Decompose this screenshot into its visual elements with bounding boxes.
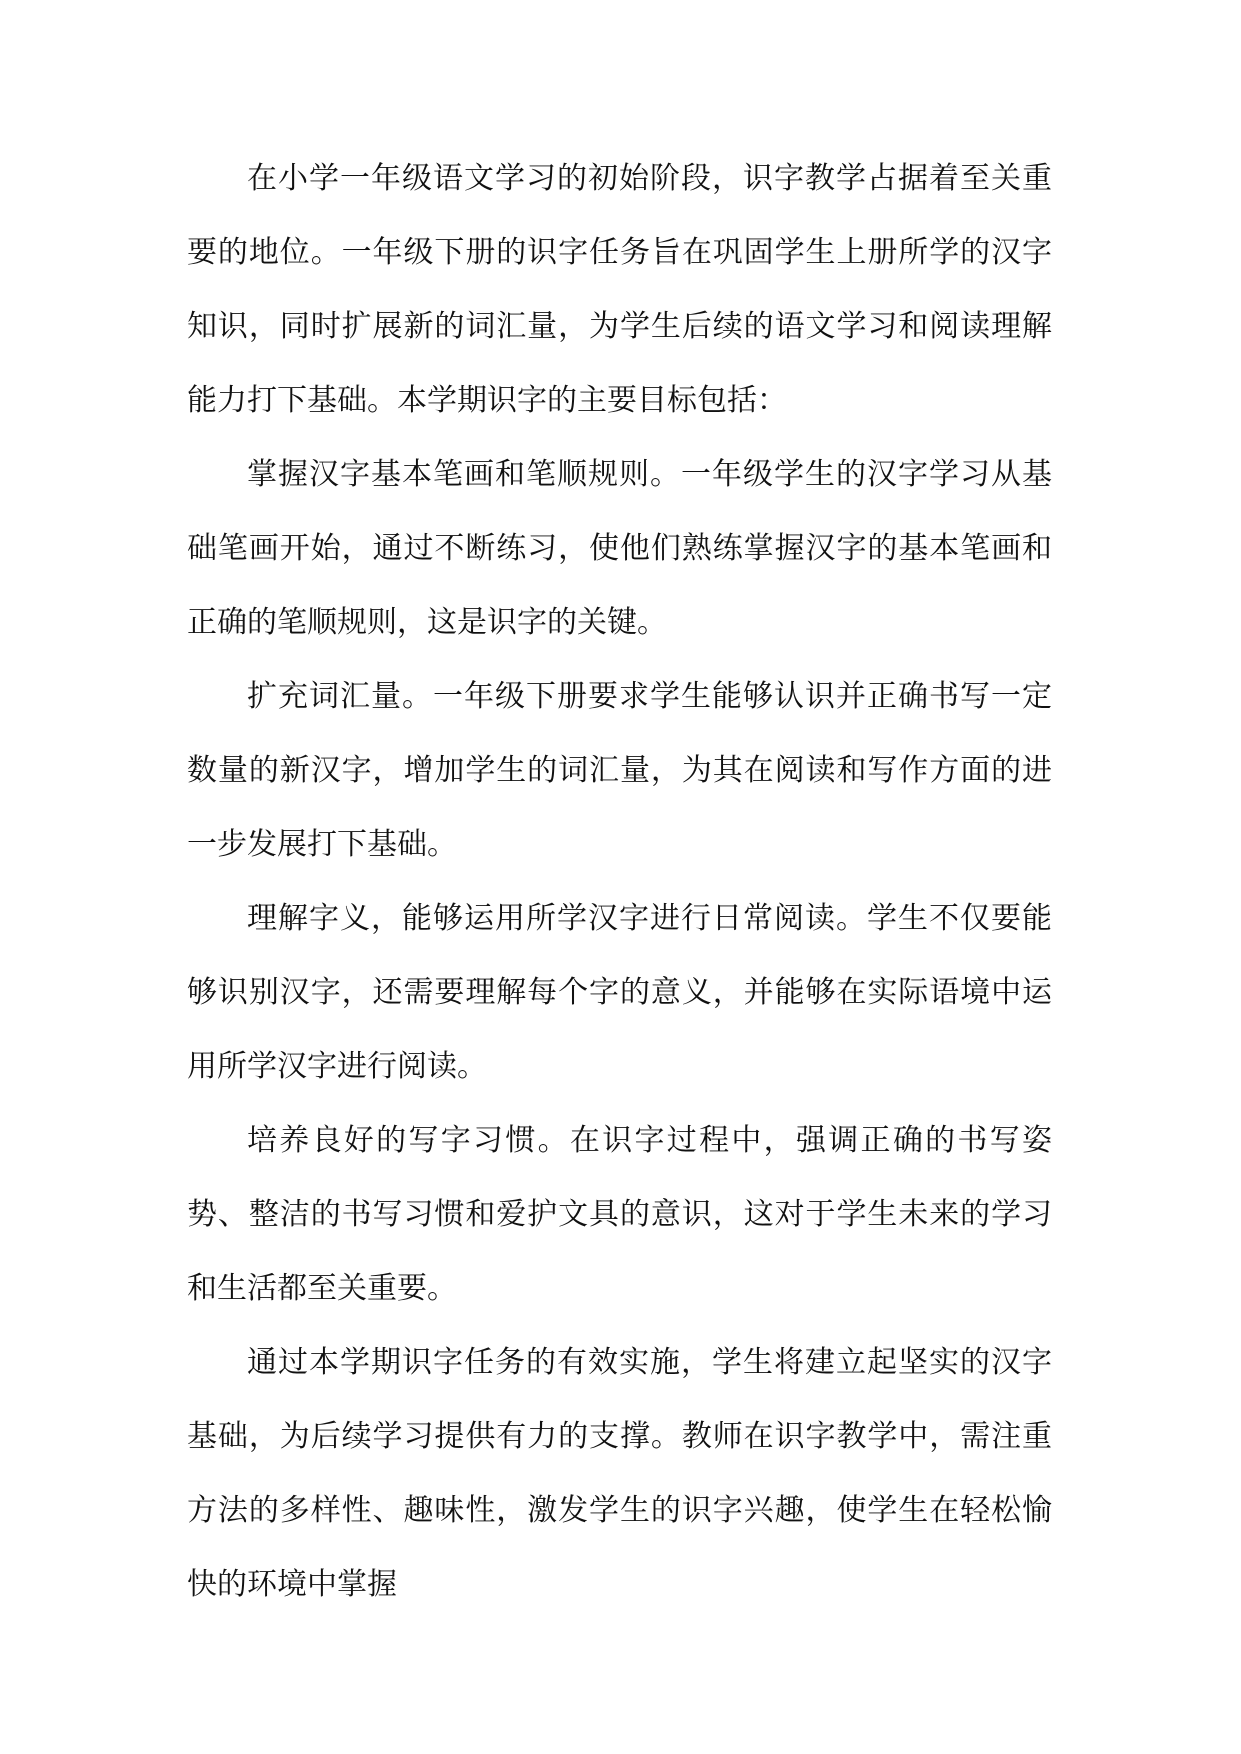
paragraph-vocabulary: 扩充词汇量。一年级下册要求学生能够认识并正确书写一定数量的新汉字，增加学生的词汇量，为其在阅读和写作方面的进一步发展打下基础。	[187, 679, 1052, 862]
paragraph-intro: 在小学一年级语文学习的初始阶段，识字教学占据着至关重要的地位。一年级下册的识字任务旨在巩固学生上册所学的汉字知识，同时扩展新的词汇量，为学生后续的语文学习和阅读理解能力打下基础。本学期识字的主要目标包括：	[187, 161, 1052, 418]
paragraph-writing-habits: 培养良好的写字习惯。在识字过程中，强调正确的书写姿势、整洁的书写习惯和爱护文具的意识，这对于学生未来的学习和生活都至关重要。	[187, 1123, 1052, 1306]
document-body	[187, 142, 1052, 1622]
paragraph-conclusion: 通过本学期识字任务的有效实施，学生将建立起坚实的汉字基础，为后续学习提供有力的支撑。教师在识字教学中，需注重方法的多样性、趣味性，激发学生的识字兴趣，使学生在轻松愉快的环境中掌握	[187, 1345, 1052, 1602]
paragraph-meaning: 理解字义，能够运用所学汉字进行日常阅读。学生不仅要能够识别汉字，还需要理解每个字的意义，并能够在实际语境中运用所学汉字进行阅读。	[187, 901, 1052, 1084]
paragraph-strokes: 掌握汉字基本笔画和笔顺规则。一年级学生的汉字学习从基础笔画开始，通过不断练习，使他们熟练掌握汉字的基本笔画和正确的笔顺规则，这是识字的关键。	[187, 457, 1052, 640]
